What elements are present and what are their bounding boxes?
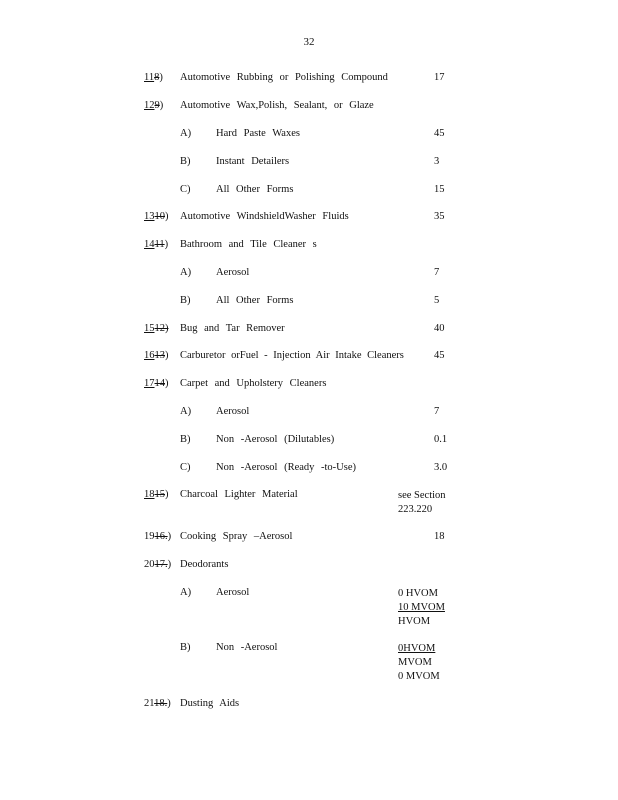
list-item: [0, 559, 618, 573]
list-item: [0, 211, 618, 225]
list-item: [0, 72, 618, 86]
value-line: MVOM: [398, 657, 432, 668]
page-number: 32: [303, 36, 315, 48]
sub-item: [0, 156, 618, 170]
item-description: Bathroom and Tile Cleaner s: [180, 239, 317, 250]
list-item: [0, 698, 618, 712]
item-description: Charcoal Lighter Material: [180, 489, 298, 500]
item-number: 2017.): [144, 559, 172, 570]
item-value: 35: [434, 211, 445, 222]
item-value: [398, 587, 470, 629]
item-number: 1411): [144, 239, 169, 250]
item-value: 40: [434, 323, 445, 334]
item-value: 15: [434, 184, 445, 195]
item-number: 129): [144, 100, 164, 111]
item-value: 0.1: [434, 434, 448, 445]
sub-item: [0, 587, 618, 627]
item-value: 45: [434, 128, 445, 139]
sub-item: [0, 462, 618, 476]
sub-item-description: Instant Detailers: [216, 156, 290, 167]
item-number: 1714): [144, 378, 169, 389]
value-line: 223.220: [398, 504, 433, 515]
sub-item-letter: B): [180, 642, 191, 653]
item-number: 1512): [144, 323, 169, 334]
item-description: Automotive Rubbing or Polishing Compound: [180, 72, 388, 83]
sub-item-letter: A): [180, 406, 192, 417]
item-value: 18: [434, 531, 445, 542]
item-value: 3.0: [434, 462, 448, 473]
sub-item-letter: C): [180, 184, 191, 195]
item-description: Deodorants: [180, 559, 229, 570]
sub-item: [0, 642, 618, 682]
value-line: 0 MVOM: [398, 671, 440, 682]
list-item: [0, 531, 618, 545]
item-description: Carpet and Upholstery Cleaners: [180, 378, 327, 389]
sub-item-description: Aerosol: [216, 587, 250, 598]
sub-item-description: All Other Forms: [216, 184, 294, 195]
item-value: [398, 642, 468, 684]
value-line: 0 HVOM: [398, 588, 438, 599]
list-item: [0, 239, 618, 253]
item-description: Automotive WindshieldWasher Fluids: [180, 211, 349, 222]
item-number: 1613): [144, 350, 169, 361]
sub-item-description: Aerosol: [216, 267, 250, 278]
item-number: 1310): [144, 211, 169, 222]
sub-item-description: Aerosol: [216, 406, 250, 417]
sub-item: [0, 267, 618, 281]
item-value: 45: [434, 350, 445, 361]
list-item: [0, 489, 618, 515]
sub-item-description: Non -Aerosol (Dilutables): [216, 434, 335, 445]
value-line: 10 MVOM: [398, 602, 445, 613]
list-item: [0, 100, 618, 114]
sub-item: [0, 295, 618, 309]
item-value: [398, 489, 446, 517]
value-line: 0HVOM: [398, 643, 436, 654]
item-number: 2118.): [144, 698, 171, 709]
value-line: HVOM: [398, 616, 431, 627]
item-description: Carburetor orFuel - Injection Air Intake Cleaners: [180, 350, 404, 361]
item-value: 5: [434, 295, 440, 306]
sub-item: [0, 434, 618, 448]
sub-item-letter: A): [180, 128, 192, 139]
sub-item-description: Hard Paste Waxes: [216, 128, 300, 139]
sub-item-letter: B): [180, 434, 191, 445]
sub-item-description: Non -Aerosol: [216, 642, 278, 653]
sub-item-letter: B): [180, 156, 191, 167]
item-number: 1815): [144, 489, 169, 500]
sub-item-description: Non -Aerosol (Ready -to-Use): [216, 462, 357, 473]
item-description: Dusting Aids: [180, 698, 240, 709]
sub-item-letter: C): [180, 462, 191, 473]
item-number: 118): [144, 72, 163, 83]
sub-item: [0, 184, 618, 198]
list-item: [0, 323, 618, 337]
item-number: 1916.): [144, 531, 172, 542]
sub-item-letter: A): [180, 267, 192, 278]
sub-item-letter: B): [180, 295, 191, 306]
item-value: 7: [434, 267, 440, 278]
sub-item-letter: A): [180, 587, 192, 598]
value-line: see Section: [398, 490, 446, 501]
sub-item: [0, 406, 618, 420]
sub-item-description: All Other Forms: [216, 295, 294, 306]
item-description: Automotive Wax,Polish, Sealant, or Glaze: [180, 100, 374, 111]
item-value: 3: [434, 156, 440, 167]
item-value: 7: [434, 406, 440, 417]
list-item: [0, 350, 618, 364]
list-item: [0, 378, 618, 392]
item-value: 17: [434, 72, 445, 83]
item-description: Bug and Tar Remover: [180, 323, 285, 334]
sub-item: [0, 128, 618, 142]
item-description: Cooking Spray –Aerosol: [180, 531, 293, 542]
